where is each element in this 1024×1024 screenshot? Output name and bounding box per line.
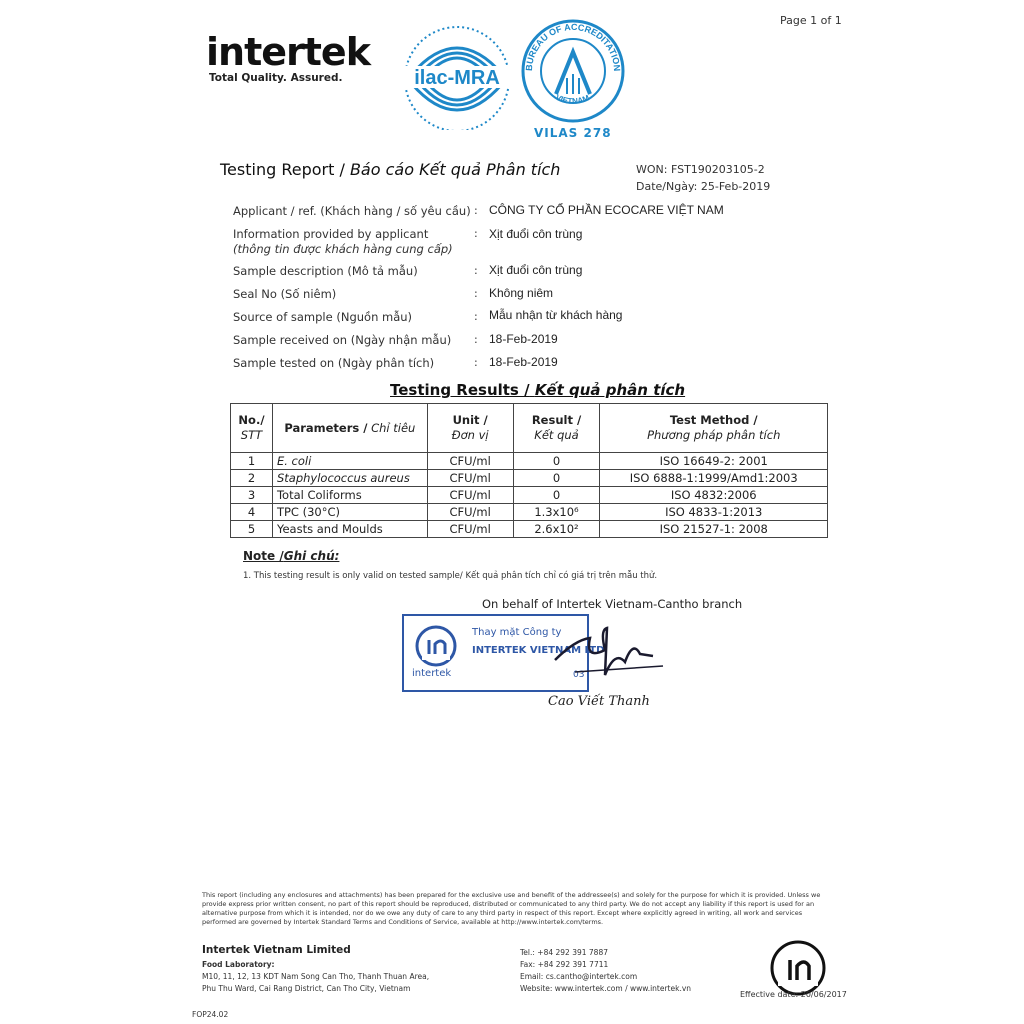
info-label: Source of sample (Nguồn mẫu) xyxy=(233,310,413,324)
cell-no: 1 xyxy=(231,453,273,470)
cell-param: E. coli xyxy=(272,453,427,470)
cell-param: Total Coliforms xyxy=(272,487,427,504)
cell-unit: CFU/ml xyxy=(427,487,513,504)
colon: : xyxy=(474,356,478,369)
cell-param: Yeasts and Moulds xyxy=(272,521,427,538)
table-header-row xyxy=(231,404,828,453)
stamp-line1: Thay mặt Công ty xyxy=(472,627,562,638)
won-number: WON: FST190203105-2 xyxy=(636,163,765,176)
stamp-brand: intertek xyxy=(412,668,452,679)
results-table xyxy=(230,403,828,538)
table-row xyxy=(231,453,828,470)
ilac-text: ilac-MRA xyxy=(414,67,500,89)
boa-logo xyxy=(520,16,626,128)
results-title-vi: Kết quả phân tích xyxy=(534,381,686,399)
title-vi: Báo cáo Kết quả Phân tích xyxy=(349,160,561,179)
cell-method: ISO 6888-1:1999/Amd1:2003 xyxy=(600,470,828,487)
info-label: Sample description (Mô tả mẫu) xyxy=(233,264,418,278)
footer-company: Intertek Vietnam Limited xyxy=(202,944,351,956)
table-row xyxy=(231,470,828,487)
report-date: Date/Ngày: 25-Feb-2019 xyxy=(636,180,771,193)
cell-no: 5 xyxy=(231,521,273,538)
cell-param: Staphylococcus aureus xyxy=(272,470,427,487)
footer-address-2: Phu Thu Ward, Cai Rang District, Can Tho City, Vietnam xyxy=(202,984,411,993)
footer-address-1: M10, 11, 12, 13 KDT Nam Song Can Tho, Thanh Thuan Area, xyxy=(202,972,430,981)
results-title xyxy=(390,381,685,399)
boa-country: VIETNAM xyxy=(554,92,591,106)
sample-description-value: Xịt đuổi côn trùng xyxy=(489,263,583,277)
intertek-logo: intertek xyxy=(206,30,370,74)
svg-text:VIETNAM xyxy=(554,93,591,106)
effective-date: Effective date: 20/06/2017 xyxy=(740,990,847,999)
colon: : xyxy=(474,264,478,277)
info-label: Seal No (Số niêm) xyxy=(233,287,337,301)
footer-email: Email: cs.cantho@intertek.com xyxy=(520,972,638,981)
cell-unit: CFU/ml xyxy=(427,453,513,470)
disclaimer-text: This report (including any enclosures and attachments) has been prepared for the exclusive use and benefit of the addressee(s) and solely for the purpose for which it is provided. Unless we provide express prior written consent, no part of this report should be reproduced, distributed or communicated to any third party. We do not accept any liability if this report is used for an alternative purpose from which it is intended, nor do we owe any duty of care to any third party in respect of this report. Except where explicitly agreed in writing, all work and services performed are governed by Intertek Standard Terms and Conditions of Service, available at http://www.intertek.com/terms. xyxy=(202,891,821,926)
cell-result: 1.3x10⁶ xyxy=(513,504,600,521)
page-number: Page 1 of 1 xyxy=(780,14,842,27)
vilas-number: VILAS 278 xyxy=(534,126,612,140)
table-row xyxy=(231,521,828,538)
cell-result: 2.6x10² xyxy=(513,521,600,538)
cell-result: 0 xyxy=(513,487,600,504)
source-value: Mẫu nhận từ khách hàng xyxy=(489,308,623,322)
header-no: No./ STT xyxy=(231,404,273,453)
cell-no: 2 xyxy=(231,470,273,487)
note-title: Note /Ghi chú: xyxy=(243,549,340,563)
cell-method: ISO 16649-2: 2001 xyxy=(600,453,828,470)
footer-fax: Fax: +84 292 391 7711 xyxy=(520,960,609,969)
cell-unit: CFU/ml xyxy=(427,504,513,521)
header-result: Result / Kết quả xyxy=(513,404,600,453)
colon: : xyxy=(474,310,478,323)
cell-unit: CFU/ml xyxy=(427,521,513,538)
report-title xyxy=(220,160,560,179)
form-code: FOP24.02 xyxy=(192,1010,229,1019)
cell-method: ISO 4832:2006 xyxy=(600,487,828,504)
colon: : xyxy=(474,287,478,300)
info-label: Sample received on (Ngày nhận mẫu) xyxy=(233,333,452,347)
cell-param: TPC (30°C) xyxy=(272,504,427,521)
seal-no-value: Không niêm xyxy=(489,286,554,300)
header-unit: Unit / Đơn vị xyxy=(427,404,513,453)
stamp-number: 03 xyxy=(573,670,585,680)
table-row xyxy=(231,487,828,504)
title-en: Testing Report / xyxy=(220,160,345,179)
info-label: Information provided by applicant xyxy=(233,227,429,241)
tagline: Total Quality. Assured. xyxy=(209,72,343,84)
cell-no: 4 xyxy=(231,504,273,521)
info-label: Applicant / ref. (Khách hàng / số yêu cầu) xyxy=(233,204,471,218)
footer-intertek-icon xyxy=(768,938,828,998)
stamp-line2: INTERTEK VIETNAM LTD xyxy=(472,645,605,656)
results-title-en: Testing Results / xyxy=(390,381,530,399)
received-value: 18-Feb-2019 xyxy=(489,332,558,346)
note-text: 1. This testing result is only valid on tested sample/ Kết quả phân tích chỉ có giá trị trên mẫu thử. xyxy=(243,571,658,581)
footer-tel: Tel.: +84 292 391 7887 xyxy=(520,948,608,957)
header-param: Parameters / Chỉ tiêu xyxy=(272,404,427,453)
colon: : xyxy=(474,333,478,346)
info-label-vi: (thông tin được khách hàng cung cấp) xyxy=(233,242,453,256)
cell-method: ISO 21527-1: 2008 xyxy=(600,521,828,538)
footer-website: Website: www.intertek.com / www.intertek.vn xyxy=(520,984,692,993)
footer-lab: Food Laboratory: xyxy=(202,960,275,969)
tested-value: 18-Feb-2019 xyxy=(489,355,558,369)
header-method: Test Method / Phương pháp phân tích xyxy=(600,404,828,453)
signer-name: Cao Viết Thanh xyxy=(548,694,650,709)
cell-unit: CFU/ml xyxy=(427,470,513,487)
on-behalf-text: On behalf of Intertek Vietnam-Cantho branch xyxy=(482,597,743,611)
cell-method: ISO 4833-1:2013 xyxy=(600,504,828,521)
cell-no: 3 xyxy=(231,487,273,504)
colon: : xyxy=(474,227,478,240)
cell-result: 0 xyxy=(513,453,600,470)
intertek-in-icon xyxy=(408,624,464,670)
table-row xyxy=(231,504,828,521)
info-provided-value: Xịt đuổi côn trùng xyxy=(489,227,583,241)
boa-ring-text: BUREAU OF ACCREDITATION xyxy=(523,21,623,72)
info-label: Sample tested on (Ngày phân tích) xyxy=(233,356,435,370)
handwritten-signature xyxy=(545,620,665,690)
cell-result: 0 xyxy=(513,470,600,487)
colon: : xyxy=(474,204,478,217)
applicant-value: CÔNG TY CỔ PHẦN ECOCARE VIỆT NAM xyxy=(489,203,724,217)
ilac-mra-logo xyxy=(398,22,516,130)
